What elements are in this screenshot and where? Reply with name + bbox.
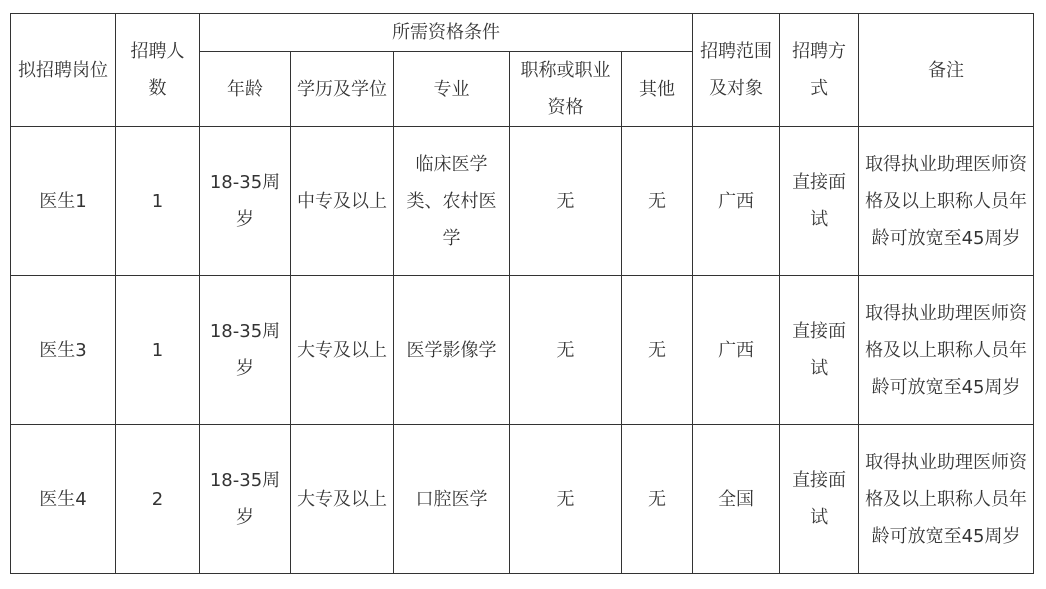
- cell-major: 医学影像学: [394, 276, 510, 425]
- cell-position: 医生1: [11, 127, 116, 276]
- header-scope: 招聘范围及对象: [693, 14, 780, 127]
- cell-scope: 全国: [693, 425, 780, 574]
- header-major: 专业: [394, 52, 510, 127]
- header-education: 学历及学位: [291, 52, 394, 127]
- cell-major: 口腔医学: [394, 425, 510, 574]
- header-row-1: [11, 14, 1034, 52]
- cell-age: 18-35周岁: [200, 127, 291, 276]
- cell-education: 大专及以上: [291, 425, 394, 574]
- header-method: 招聘方式: [780, 14, 859, 127]
- recruitment-table: [10, 13, 1034, 574]
- cell-education: 中专及以上: [291, 127, 394, 276]
- cell-age: 18-35周岁: [200, 425, 291, 574]
- cell-position: 医生3: [11, 276, 116, 425]
- cell-remark: 取得执业助理医师资格及以上职称人员年龄可放宽至45周岁: [859, 276, 1034, 425]
- cell-title: 无: [510, 425, 622, 574]
- cell-other: 无: [622, 127, 693, 276]
- cell-remark: 取得执业助理医师资格及以上职称人员年龄可放宽至45周岁: [859, 425, 1034, 574]
- cell-scope: 广西: [693, 127, 780, 276]
- header-count: 招聘人数: [116, 14, 200, 127]
- cell-count: 1: [116, 127, 200, 276]
- cell-major: 临床医学类、农村医学: [394, 127, 510, 276]
- header-title: 职称或职业资格: [510, 52, 622, 127]
- cell-education: 大专及以上: [291, 276, 394, 425]
- table-row: [11, 127, 1034, 276]
- cell-title: 无: [510, 127, 622, 276]
- cell-method: 直接面试: [780, 425, 859, 574]
- cell-title: 无: [510, 276, 622, 425]
- cell-scope: 广西: [693, 276, 780, 425]
- cell-method: 直接面试: [780, 127, 859, 276]
- header-remark: 备注: [859, 14, 1034, 127]
- header-position: 拟招聘岗位: [11, 14, 116, 127]
- cell-remark: 取得执业助理医师资格及以上职称人员年龄可放宽至45周岁: [859, 127, 1034, 276]
- cell-other: 无: [622, 425, 693, 574]
- header-other: 其他: [622, 52, 693, 127]
- header-age: 年龄: [200, 52, 291, 127]
- header-qualifications: 所需资格条件: [200, 14, 693, 52]
- table-row: [11, 276, 1034, 425]
- cell-other: 无: [622, 276, 693, 425]
- cell-position: 医生4: [11, 425, 116, 574]
- cell-age: 18-35周岁: [200, 276, 291, 425]
- table-row: [11, 425, 1034, 574]
- cell-count: 1: [116, 276, 200, 425]
- cell-method: 直接面试: [780, 276, 859, 425]
- cell-count: 2: [116, 425, 200, 574]
